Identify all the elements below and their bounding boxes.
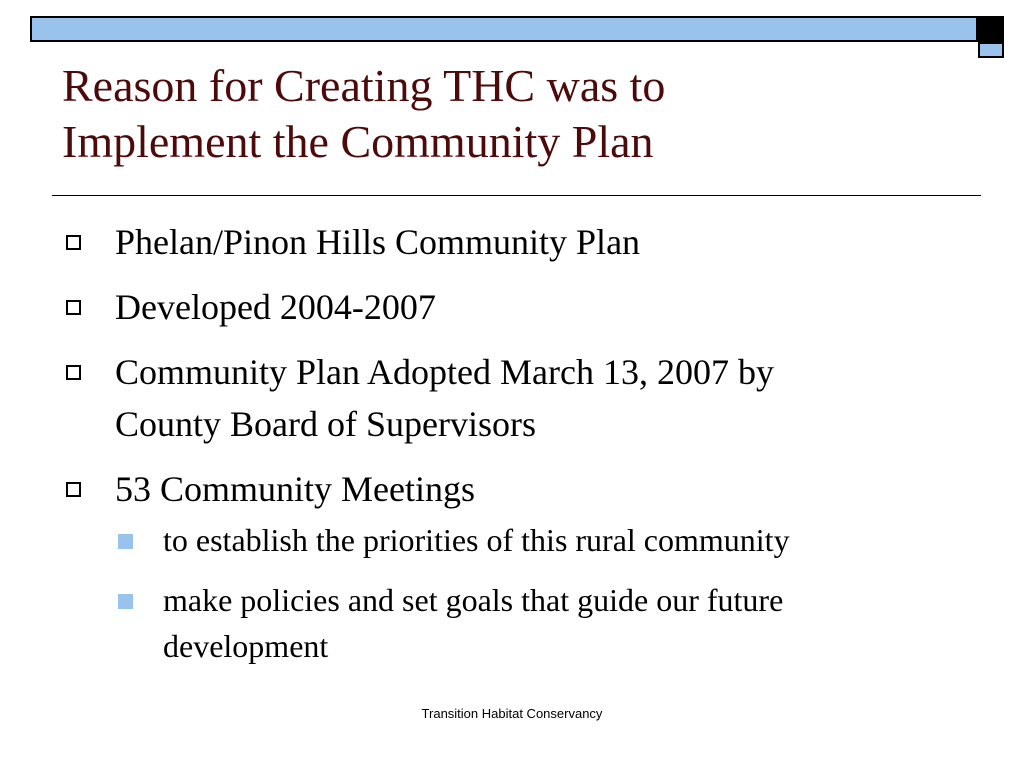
hollow-square-icon — [66, 235, 81, 250]
header-decoration-bar — [30, 16, 978, 42]
bullet-item — [62, 281, 982, 333]
bullet-text: Phelan/Pinon Hills Community Plan — [115, 222, 641, 262]
corner-dark-square — [978, 16, 1004, 42]
bullet-text-line-2: County Board of Supervisors — [115, 404, 536, 444]
slide-title — [62, 58, 972, 170]
corner-light-square — [978, 42, 1004, 58]
slide-title-line-1: Reason for Creating THC was to — [62, 60, 666, 111]
bullet-item — [62, 346, 982, 450]
slide-title-line-2: Implement the Community Plan — [62, 116, 654, 167]
sub-bullet-text: to establish the priorities of this rural community — [163, 522, 790, 558]
bullet-text-line-1: Community Plan Adopted March 13, 2007 by — [115, 352, 774, 392]
bullet-text: 53 Community Meetings — [115, 469, 475, 509]
hollow-square-icon — [66, 365, 81, 380]
bullet-text: Developed 2004-2007 — [115, 287, 436, 327]
sub-bullet-text-line-1: make policies and set goals that guide our future — [163, 582, 784, 618]
filled-blue-square-icon — [118, 534, 133, 549]
bullet-list — [62, 216, 982, 683]
sub-bullet-text-line-2: development — [163, 628, 329, 664]
hollow-square-icon — [66, 300, 81, 315]
filled-blue-square-icon — [118, 594, 133, 609]
hollow-square-icon — [66, 482, 81, 497]
slide-footer: Transition Habitat Conservancy — [421, 706, 603, 721]
bullet-item — [62, 463, 982, 515]
sub-bullet-item — [62, 577, 982, 669]
sub-bullet-item — [62, 517, 982, 563]
bullet-item — [62, 216, 982, 268]
title-divider — [52, 195, 981, 196]
